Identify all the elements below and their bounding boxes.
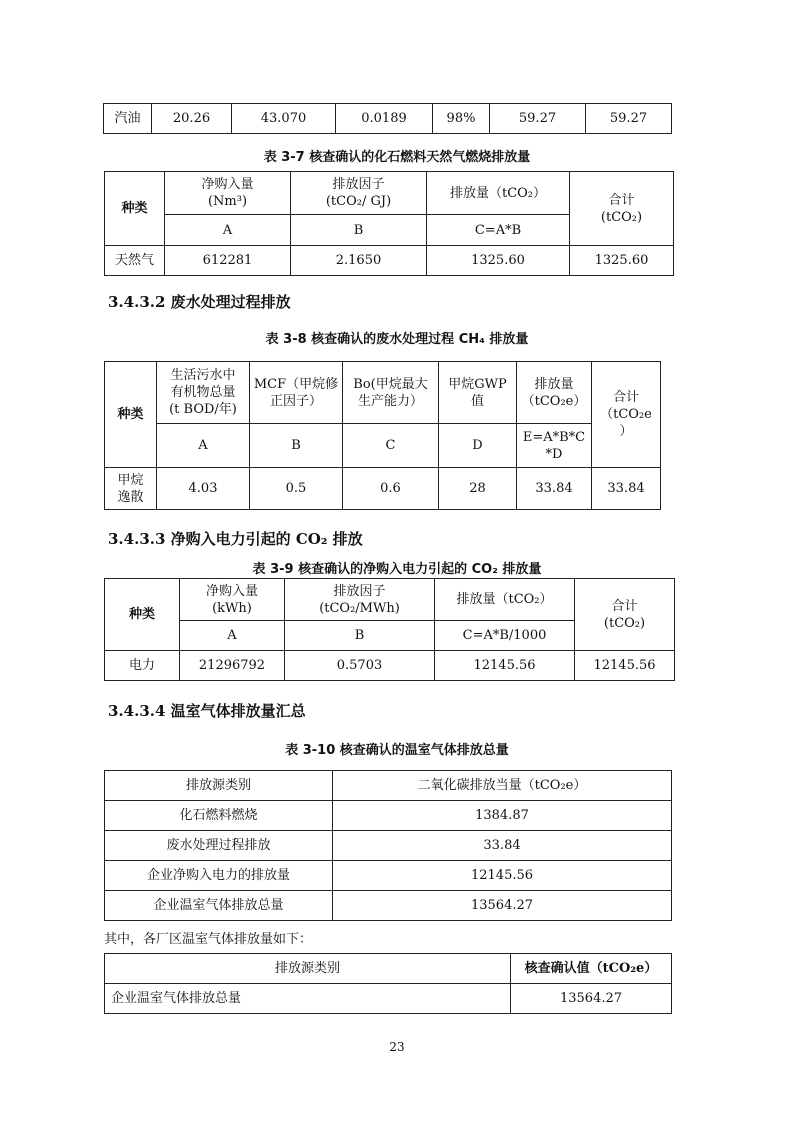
header-cell: E=A*B*C *D: [517, 424, 592, 468]
table-cell: 1384.87: [333, 801, 672, 831]
header-cell: A: [180, 621, 285, 651]
table-3-7-caption: 表 3-7 核查确认的化石燃料天然气燃烧排放量: [263, 150, 531, 165]
section-heading: 3.4.3.3 净购入电力引起的 CO₂ 排放: [108, 530, 363, 548]
table-cell: 12145.56: [333, 861, 672, 891]
table-row: [105, 362, 661, 424]
table-row: [105, 246, 674, 276]
header-cell: 甲烷GWP 值: [439, 362, 517, 424]
table-cell: 0.5: [250, 468, 343, 510]
header-cell: 种类: [105, 362, 157, 468]
table-cell: 98%: [433, 104, 490, 134]
table-3-8: [104, 361, 661, 510]
table-cell: 13564.27: [333, 891, 672, 921]
table-cell: 1325.60: [427, 246, 570, 276]
table-cell: 电力: [105, 651, 180, 681]
table-row: [105, 861, 672, 891]
header-cell: A: [157, 424, 250, 468]
table-row: [105, 771, 672, 801]
table-3-9-caption: 表 3-9 核查确认的净购入电力引起的 CO₂ 排放量: [252, 562, 542, 577]
table-3-6-continuation: [103, 103, 672, 134]
table-row: [105, 468, 661, 510]
header-cell: 净购入量 (kWh): [180, 579, 285, 621]
table-cell: 企业温室气体排放总量: [105, 891, 333, 921]
header-cell: B: [285, 621, 435, 651]
table-cell: 1325.60: [570, 246, 674, 276]
table-cell: 43.070: [232, 104, 336, 134]
section-heading: 3.4.3.4 温室气体排放量汇总: [108, 702, 306, 720]
table-cell: 汽油: [104, 104, 152, 134]
header-cell: C: [343, 424, 439, 468]
header-cell: 生活污水中 有机物总量 (t BOD/年): [157, 362, 250, 424]
table-row: [105, 984, 672, 1014]
header-cell: 种类: [105, 579, 180, 651]
header-cell: 二氧化碳排放当量（tCO₂e）: [333, 771, 672, 801]
table-cell: 2.1650: [291, 246, 427, 276]
table-row: [105, 891, 672, 921]
table-cell: 59.27: [490, 104, 586, 134]
header-cell: 排放因子 (tCO₂/MWh): [285, 579, 435, 621]
header-cell: 核查确认值（tCO₂e）: [511, 954, 672, 984]
header-cell: C=A*B/1000: [435, 621, 575, 651]
header-cell: D: [439, 424, 517, 468]
header-cell: 净购入量 (Nm³): [165, 172, 291, 215]
table-row: [105, 954, 672, 984]
table-cell: 33.84: [333, 831, 672, 861]
page-number: 23: [389, 1040, 405, 1054]
header-cell: MCF（甲烷修 正因子）: [250, 362, 343, 424]
table-row: [105, 831, 672, 861]
table-cell: 12145.56: [575, 651, 675, 681]
table-site-summary: [104, 953, 672, 1014]
table-cell: 28: [439, 468, 517, 510]
header-cell: 合计 (tCO₂): [575, 579, 675, 651]
table-cell: 天然气: [105, 246, 165, 276]
header-cell: 合计 （tCO₂e ）: [592, 362, 661, 468]
header-cell: Bo(甲烷最大 生产能力）: [343, 362, 439, 424]
table-cell: 0.6: [343, 468, 439, 510]
table-3-9: [104, 578, 675, 681]
header-cell: 排放量（tCO₂）: [435, 579, 575, 621]
header-cell: B: [291, 215, 427, 246]
table-3-7: [104, 171, 674, 276]
table-cell: 33.84: [517, 468, 592, 510]
table-cell: 甲烷 逸散: [105, 468, 157, 510]
header-cell: 排放量 （tCO₂e）: [517, 362, 592, 424]
table-cell: 化石燃料燃烧: [105, 801, 333, 831]
header-cell: 排放源类别: [105, 771, 333, 801]
header-cell: 排放量（tCO₂）: [427, 172, 570, 215]
table-cell: 13564.27: [511, 984, 672, 1014]
section-heading: 3.4.3.2 废水处理过程排放: [108, 293, 291, 311]
table-cell: 612281: [165, 246, 291, 276]
table-cell: 4.03: [157, 468, 250, 510]
table-cell: 12145.56: [435, 651, 575, 681]
table-cell: 企业温室气体排放总量: [105, 984, 511, 1014]
header-cell: A: [165, 215, 291, 246]
table-cell: 59.27: [586, 104, 672, 134]
table-row: [105, 424, 661, 468]
header-cell: 排放源类别: [105, 954, 511, 984]
table-cell: 20.26: [152, 104, 232, 134]
table-row: [105, 801, 672, 831]
header-cell: B: [250, 424, 343, 468]
table-cell: 0.5703: [285, 651, 435, 681]
table-3-8-caption: 表 3-8 核查确认的废水处理过程 CH₄ 排放量: [265, 332, 529, 347]
note-text: 其中，各厂区温室气体排放量如下：: [104, 932, 313, 947]
header-cell: C=A*B: [427, 215, 570, 246]
table-3-10-caption: 表 3-10 核查确认的温室气体排放总量: [285, 743, 509, 758]
table-row: [105, 579, 675, 621]
header-cell: 合计 (tCO₂): [570, 172, 674, 246]
table-row: [105, 172, 674, 215]
header-cell: 种类: [105, 172, 165, 246]
table-row: [105, 651, 675, 681]
header-cell: 排放因子 (tCO₂/ GJ): [291, 172, 427, 215]
table-cell: 21296792: [180, 651, 285, 681]
table-cell: 企业净购入电力的排放量: [105, 861, 333, 891]
table-cell: 0.0189: [336, 104, 433, 134]
table-cell: 33.84: [592, 468, 661, 510]
table-row: [104, 104, 672, 134]
table-cell: 废水处理过程排放: [105, 831, 333, 861]
table-3-10: [104, 770, 672, 921]
